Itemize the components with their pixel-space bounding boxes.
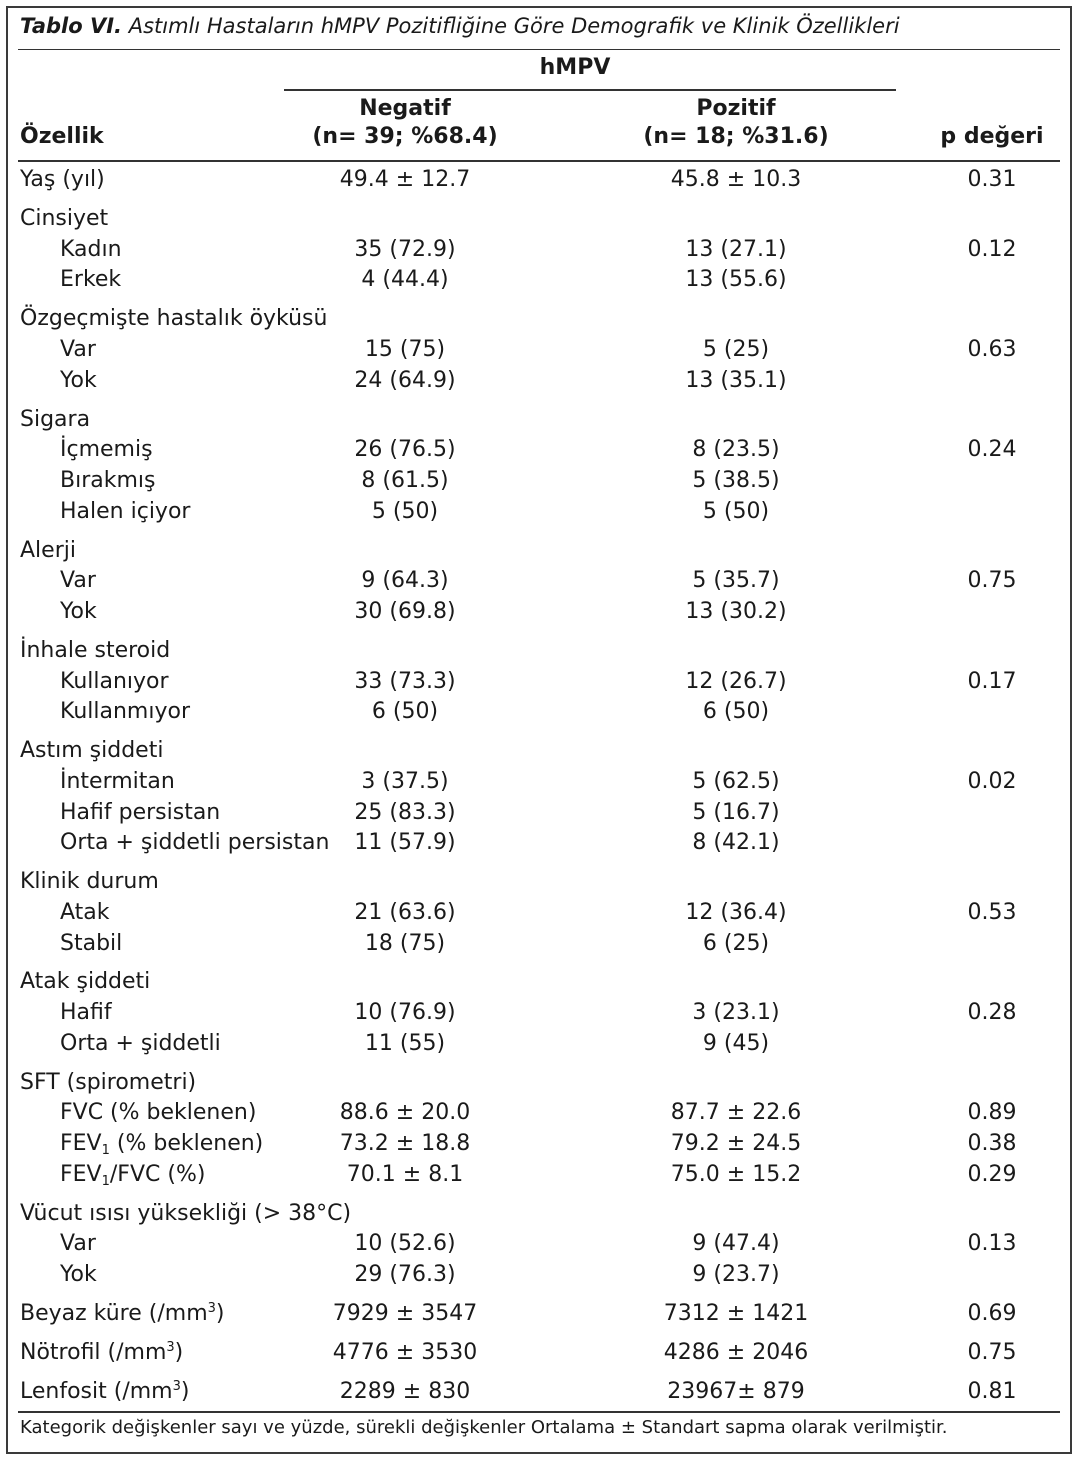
pozitif-value: 13 (30.2) bbox=[685, 598, 787, 624]
p-value: 0.38 bbox=[967, 1131, 1017, 1157]
pozitif-value: 9 (47.4) bbox=[692, 1231, 780, 1257]
row-label: Orta + şiddetli persistan bbox=[60, 830, 330, 856]
row-label: Nötrofil $(/mm^3)$ bbox=[20, 1339, 184, 1365]
pozitif-value: 6 (25) bbox=[702, 930, 770, 956]
header-ozellik: Özellik bbox=[20, 124, 104, 149]
row-label: Kullanıyor bbox=[60, 668, 169, 694]
row-label: Var bbox=[60, 568, 96, 594]
row-label: $FEV_1$ (% beklenen) bbox=[60, 1131, 264, 1159]
p-value: 0.75 bbox=[967, 1339, 1017, 1365]
negatif-value: 6 (50) bbox=[371, 699, 439, 725]
p-value: 0.89 bbox=[967, 1100, 1017, 1126]
header-pozitif-n: (n= 18; %31.6) bbox=[643, 124, 829, 149]
negatif-value: 4 (44.4) bbox=[361, 267, 449, 293]
row-label: $FEV_1$/FVC (%) bbox=[60, 1161, 206, 1189]
pozitif-value: 5 (35.7) bbox=[692, 568, 780, 594]
negatif-value: 70.1 ± 8.1 bbox=[346, 1161, 464, 1187]
row-label: Vücut ısısı yüksekliği (> 38°C) bbox=[20, 1200, 352, 1226]
table-caption bbox=[20, 14, 900, 38]
pozitif-value: 5 (25) bbox=[702, 336, 770, 362]
row-label: Astım şiddeti bbox=[20, 738, 164, 764]
pozitif-value: 6 (50) bbox=[702, 699, 770, 725]
negatif-value: 7929 ± 3547 bbox=[332, 1301, 478, 1326]
row-label: İçmemiş bbox=[60, 437, 153, 463]
negatif-value: 3 (37.5) bbox=[361, 768, 449, 794]
row-label: Atak şiddeti bbox=[20, 969, 151, 995]
negatif-value: 5 (50) bbox=[371, 498, 439, 524]
pozitif-value: 5 (50) bbox=[702, 498, 770, 524]
header-rule bbox=[18, 160, 1060, 162]
negatif-value: 88.6 ± 20.0 bbox=[339, 1100, 471, 1126]
table-footnote: Kategorik değişkenler sayı ve yüzde, sürekli değişkenler Ortalama ± Standart sapma olarak verilmiştir. bbox=[20, 1417, 948, 1438]
row-label: SFT (spirometri) bbox=[20, 1069, 197, 1095]
negatif-value: 11 (57.9) bbox=[354, 830, 456, 856]
row-label: Halen içiyor bbox=[60, 498, 191, 524]
p-value: 0.24 bbox=[967, 437, 1017, 463]
negatif-value: 49.4 ± 12.7 bbox=[339, 167, 471, 192]
pozitif-value: 87.7 ± 22.6 bbox=[670, 1100, 802, 1126]
negatif-value: 18 (75) bbox=[364, 930, 446, 956]
caption-text: Astımlı Hastaların hMPV Pozitifliğine Göre Demografik ve Klinik Özellikleri bbox=[122, 14, 900, 38]
pozitif-value: 5 (38.5) bbox=[692, 467, 780, 493]
p-value: 0.12 bbox=[967, 236, 1017, 262]
row-label: Stabil bbox=[60, 930, 123, 956]
negatif-value: 33 (73.3) bbox=[354, 668, 456, 694]
negatif-value: 10 (52.6) bbox=[354, 1231, 456, 1257]
negatif-value: 21 (63.6) bbox=[354, 899, 456, 925]
row-label: İnhale steroid bbox=[20, 637, 171, 663]
row-label: Hafif persistan bbox=[60, 799, 221, 825]
pozitif-value: 13 (27.1) bbox=[685, 236, 787, 262]
bottom-rule bbox=[18, 1411, 1060, 1413]
p-value: 0.13 bbox=[967, 1231, 1017, 1257]
negatif-value: 2289 ± 830 bbox=[339, 1378, 471, 1404]
row-label: Yok bbox=[60, 367, 97, 393]
p-value: 0.69 bbox=[967, 1301, 1017, 1326]
header-p-degeri: p değeri bbox=[940, 124, 1044, 149]
pozitif-value: 75.0 ± 15.2 bbox=[670, 1161, 802, 1187]
row-label: İntermitan bbox=[60, 768, 175, 794]
p-value: 0.29 bbox=[967, 1161, 1017, 1187]
negatif-value: 29 (76.3) bbox=[354, 1262, 456, 1288]
table-frame bbox=[6, 6, 1072, 1454]
row-label: Atak bbox=[60, 899, 110, 925]
negatif-value: 25 (83.3) bbox=[354, 799, 456, 825]
negatif-value: 26 (76.5) bbox=[354, 437, 456, 463]
p-value: 0.63 bbox=[967, 336, 1017, 362]
negatif-value: 4776 ± 3530 bbox=[332, 1339, 478, 1365]
p-value: 0.02 bbox=[967, 768, 1017, 794]
row-label: Alerji bbox=[20, 537, 76, 563]
pozitif-value: 5 (16.7) bbox=[692, 799, 780, 825]
row-label: Orta + şiddetli bbox=[60, 1030, 221, 1056]
negatif-value: 30 (69.8) bbox=[354, 598, 456, 624]
pozitif-value: 9 (23.7) bbox=[692, 1262, 780, 1288]
caption-rule bbox=[18, 49, 1060, 50]
row-label: Bırakmış bbox=[60, 467, 156, 493]
pozitif-value: 12 (26.7) bbox=[685, 668, 787, 694]
pozitif-value: 7312 ± 1421 bbox=[663, 1301, 809, 1326]
group-header-hmpv: hMPV bbox=[539, 55, 611, 80]
row-label: Yok bbox=[60, 598, 97, 624]
p-value: 0.28 bbox=[967, 1000, 1017, 1026]
row-label: Cinsiyet bbox=[20, 205, 109, 231]
pozitif-value: 4286 ± 2046 bbox=[663, 1339, 809, 1365]
negatif-value: 8 (61.5) bbox=[361, 467, 449, 493]
negatif-value: 73.2 ± 18.8 bbox=[339, 1131, 471, 1157]
row-label: Yaş (yıl) bbox=[20, 167, 105, 192]
group-header-rule bbox=[284, 89, 896, 91]
caption-label: Tablo VI. bbox=[20, 14, 123, 38]
p-value: 0.53 bbox=[967, 899, 1017, 925]
header-negatif: Negatif bbox=[359, 96, 451, 121]
negatif-value: 15 (75) bbox=[364, 336, 446, 362]
pozitif-value: 3 (23.1) bbox=[692, 1000, 780, 1026]
negatif-value: 24 (64.9) bbox=[354, 367, 456, 393]
pozitif-value: 8 (42.1) bbox=[692, 830, 780, 856]
row-label: Hafif bbox=[60, 1000, 112, 1026]
row-label: Lenfosit $(/mm^3)$ bbox=[20, 1378, 190, 1404]
row-label: Kadın bbox=[60, 236, 122, 262]
pozitif-value: 45.8 ± 10.3 bbox=[670, 167, 802, 192]
p-value: 0.75 bbox=[967, 568, 1017, 594]
header-negatif-n: (n= 39; %68.4) bbox=[312, 124, 498, 149]
negatif-value: 35 (72.9) bbox=[354, 236, 456, 262]
row-label: Var bbox=[60, 1231, 96, 1257]
p-value: 0.81 bbox=[967, 1378, 1017, 1404]
pozitif-value: 8 (23.5) bbox=[692, 437, 780, 463]
pozitif-value: 9 (45) bbox=[702, 1030, 770, 1056]
pozitif-value: 13 (55.6) bbox=[685, 267, 787, 293]
row-label: Özgeçmişte hastalık öyküsü bbox=[20, 306, 328, 332]
pozitif-value: 5 (62.5) bbox=[692, 768, 780, 794]
p-value: 0.17 bbox=[967, 668, 1017, 694]
negatif-value: 10 (76.9) bbox=[354, 1000, 456, 1026]
row-label: Sigara bbox=[20, 406, 91, 432]
pozitif-value: 12 (36.4) bbox=[685, 899, 787, 925]
negatif-value: 9 (64.3) bbox=[361, 568, 449, 594]
row-label: Yok bbox=[60, 1262, 97, 1288]
pozitif-value: 13 (35.1) bbox=[685, 367, 787, 393]
pozitif-value: 23967± 879 bbox=[667, 1378, 805, 1404]
row-label: FVC (% beklenen) bbox=[60, 1100, 257, 1126]
p-value: 0.31 bbox=[967, 167, 1017, 192]
row-label: Var bbox=[60, 336, 96, 362]
header-pozitif: Pozitif bbox=[696, 96, 776, 121]
row-label: Beyaz küre $(/mm^3)$ bbox=[20, 1301, 225, 1326]
negatif-value: 11 (55) bbox=[364, 1030, 446, 1056]
row-label: Kullanmıyor bbox=[60, 699, 190, 725]
row-label: Klinik durum bbox=[20, 869, 159, 895]
pozitif-value: 79.2 ± 24.5 bbox=[670, 1131, 802, 1157]
row-label: Erkek bbox=[60, 267, 122, 293]
